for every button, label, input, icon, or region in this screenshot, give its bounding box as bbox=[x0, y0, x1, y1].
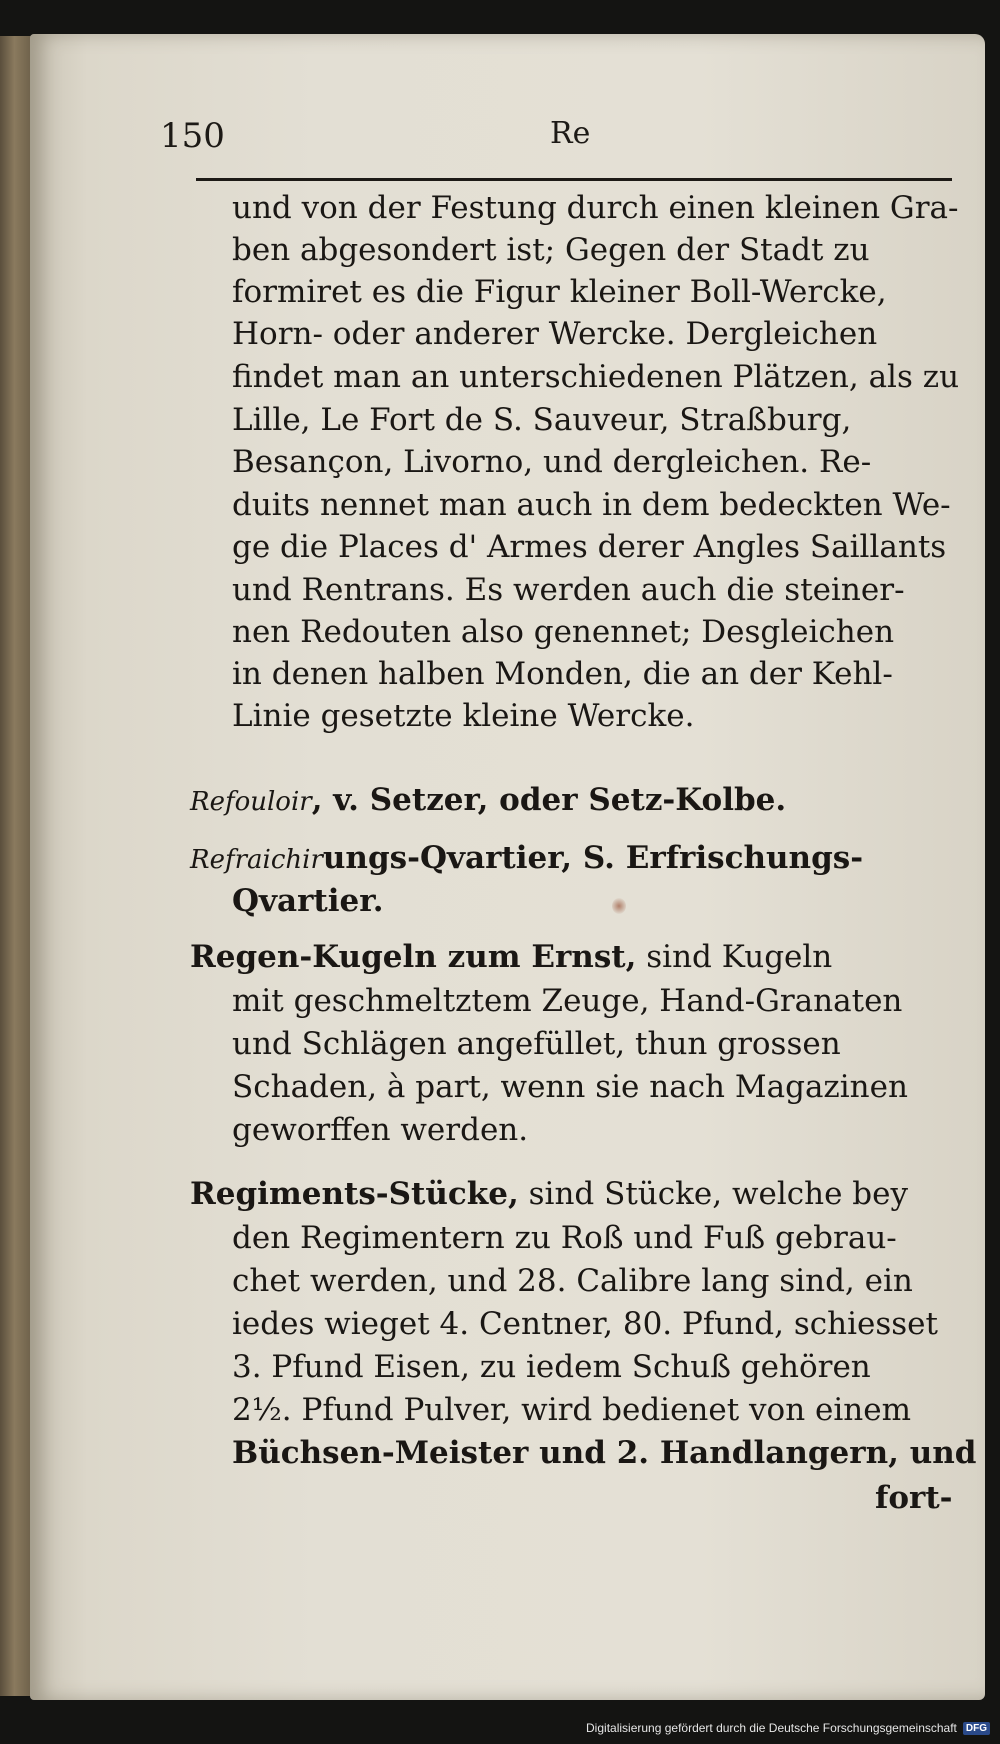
page-number: 150 bbox=[160, 116, 225, 156]
body-line: formiret es die Figur kleiner Boll-Wercke, bbox=[232, 274, 887, 310]
entry-line: , v. Setzer, oder Setz-Kolbe. bbox=[311, 782, 787, 818]
body-line: in denen halben Monden, die an der Kehl- bbox=[232, 656, 893, 692]
entry-line: Qvartier. bbox=[232, 883, 384, 919]
entry-line: iedes wieget 4. Centner, 80. Pfund, schiesset bbox=[232, 1306, 938, 1342]
body-line: ge die Places d' Armes derer Angles Saillants bbox=[232, 529, 947, 565]
header-rule bbox=[196, 178, 952, 181]
dictionary-entry bbox=[190, 935, 832, 979]
body-line: duits nennet man auch in dem bedeckten We- bbox=[232, 487, 951, 523]
entry-headword: Regen-Kugeln zum Ernst, bbox=[190, 939, 637, 975]
entry-line: sind Stücke, welche bey bbox=[518, 1176, 908, 1212]
body-line: ben abgesondert ist; Gegen der Stadt zu bbox=[232, 232, 870, 268]
entry-headword: Refraichir bbox=[190, 845, 323, 875]
entry-line: sind Kugeln bbox=[636, 939, 833, 975]
footer-credit: Digitalisierung gefördert durch die Deutsche Forschungsgemeinschaft bbox=[586, 1721, 957, 1735]
entry-headword: Regiments-Stücke, bbox=[190, 1176, 519, 1212]
body-line: Besançon, Livorno, und dergleichen. Re- bbox=[232, 444, 872, 480]
dictionary-entry bbox=[190, 836, 863, 880]
dictionary-entry bbox=[190, 1172, 908, 1216]
entry-line: mit geschmeltztem Zeuge, Hand-Granaten bbox=[232, 983, 903, 1019]
entry-line: chet werden, und 28. Calibre lang sind, ein bbox=[232, 1263, 913, 1299]
body-line: und von der Festung durch einen kleinen Gra- bbox=[232, 190, 959, 226]
body-line: Horn- oder anderer Wercke. Dergleichen bbox=[232, 316, 878, 352]
entry-headword: Refouloir bbox=[190, 787, 312, 817]
book-spine-edge bbox=[0, 36, 32, 1696]
body-line: Linie gesetzte kleine Wercke. bbox=[232, 698, 695, 734]
body-line: findet man an unterschiedenen Plätzen, als zu bbox=[232, 359, 960, 395]
dfg-logo-icon: DFG bbox=[963, 1722, 990, 1735]
entry-line: Büchsen-Meister und 2. Handlangern, und bbox=[232, 1435, 977, 1471]
dictionary-entry bbox=[190, 778, 786, 822]
entry-line: geworffen werden. bbox=[232, 1112, 529, 1148]
paper-stain bbox=[612, 898, 626, 914]
entry-line: den Regimentern zu Roß und Fuß gebrau- bbox=[232, 1220, 897, 1256]
body-line: und Rentrans. Es werden auch die steiner- bbox=[232, 572, 905, 608]
digitization-footer bbox=[586, 1718, 990, 1738]
entry-line: und Schlägen angefüllet, thun grossen bbox=[232, 1026, 841, 1062]
entry-line: 3. Pfund Eisen, zu iedem Schuß gehören bbox=[232, 1349, 871, 1385]
entry-line: ungs-Qvartier, S. Erfrischungs- bbox=[322, 840, 864, 876]
body-line: nen Redouten also genennet; Desgleichen bbox=[232, 614, 895, 650]
entry-line: 2½. Pfund Pulver, wird bedienet von einem bbox=[232, 1392, 912, 1428]
entry-line: Schaden, à part, wenn sie nach Magazinen bbox=[232, 1069, 908, 1105]
body-line: Lille, Le Fort de S. Sauveur, Straßburg, bbox=[232, 402, 852, 438]
running-head: Re bbox=[550, 116, 591, 151]
catchword: fort- bbox=[875, 1480, 953, 1516]
